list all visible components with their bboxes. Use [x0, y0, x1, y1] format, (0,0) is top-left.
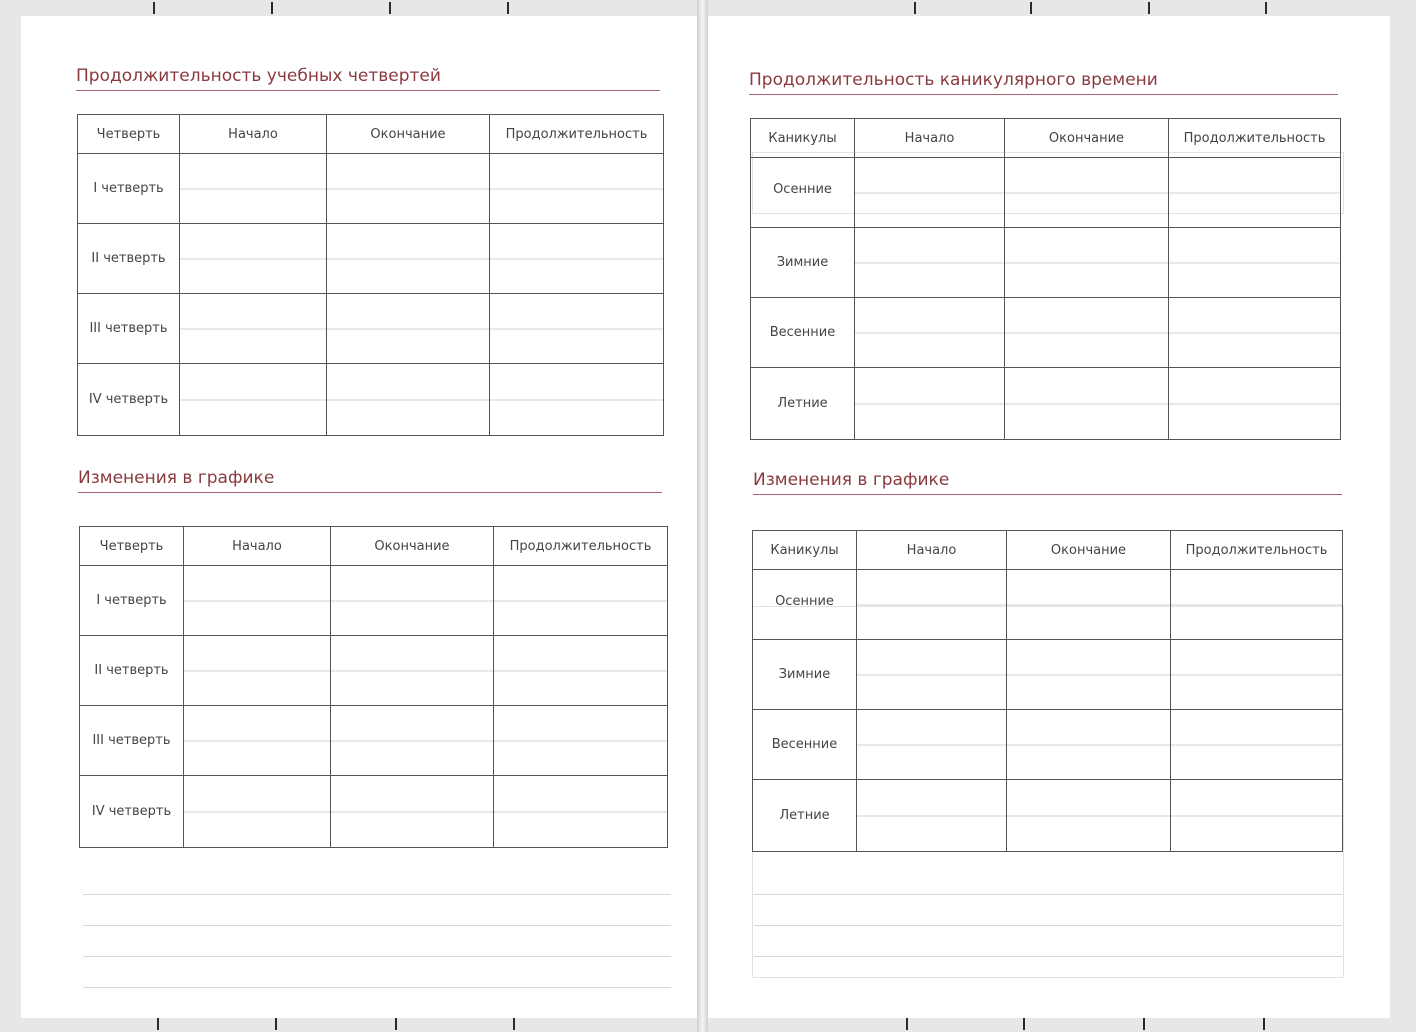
duration-cell[interactable]	[494, 636, 668, 706]
table-header-row	[753, 531, 1343, 570]
start-cell[interactable]	[855, 228, 1005, 298]
duration-cell[interactable]	[1169, 228, 1341, 298]
holidays-table	[750, 118, 1341, 440]
start-cell[interactable]	[857, 640, 1007, 710]
table-header-row	[751, 119, 1341, 158]
duration-cell[interactable]	[494, 566, 668, 636]
quarters-table	[77, 114, 664, 436]
quarters-section-title: Продолжительность учебных четвертей	[76, 66, 660, 91]
row-label: Зимние	[751, 228, 855, 298]
table-row	[78, 294, 664, 364]
end-cell[interactable]	[1005, 368, 1169, 440]
header-end: Окончание	[1005, 119, 1169, 158]
left-changes-table	[79, 526, 668, 848]
binding-tick	[389, 2, 391, 14]
table-row	[78, 154, 664, 224]
table-row	[80, 706, 668, 776]
duration-cell[interactable]	[494, 776, 668, 848]
note-line[interactable]	[83, 926, 671, 957]
end-cell[interactable]	[1005, 158, 1169, 228]
binding-tick	[507, 2, 509, 14]
start-cell[interactable]	[184, 566, 331, 636]
table-header-row	[78, 115, 664, 154]
note-line[interactable]	[83, 895, 671, 926]
end-cell[interactable]	[327, 224, 490, 294]
row-label: Осенние	[753, 570, 857, 640]
binding-tick	[1030, 2, 1032, 14]
table-row	[753, 710, 1343, 780]
header-quarter: Четверть	[78, 115, 180, 154]
note-line[interactable]	[83, 864, 671, 895]
binding-tick	[1143, 1018, 1145, 1030]
binding-tick	[1265, 2, 1267, 14]
start-cell[interactable]	[857, 710, 1007, 780]
header-duration: Продолжительность	[490, 115, 664, 154]
duration-cell[interactable]	[490, 364, 664, 436]
binding-tick	[395, 1018, 397, 1030]
page-gutter	[697, 0, 708, 1032]
end-cell[interactable]	[331, 636, 494, 706]
row-label: II четверть	[78, 224, 180, 294]
end-cell[interactable]	[327, 294, 490, 364]
binding-tick	[914, 2, 916, 14]
left-page	[21, 16, 697, 1018]
binding-tick	[157, 1018, 159, 1030]
start-cell[interactable]	[857, 570, 1007, 640]
end-cell[interactable]	[1005, 228, 1169, 298]
binding-tick	[1023, 1018, 1025, 1030]
table-row	[751, 368, 1341, 440]
row-label: I четверть	[80, 566, 184, 636]
note-line[interactable]	[754, 926, 1342, 957]
start-cell[interactable]	[855, 368, 1005, 440]
table-row	[78, 224, 664, 294]
duration-cell[interactable]	[1169, 158, 1341, 228]
row-label: Летние	[751, 368, 855, 440]
binding-tick	[153, 2, 155, 14]
row-label: II четверть	[80, 636, 184, 706]
duration-cell[interactable]	[1171, 710, 1343, 780]
row-label: IV четверть	[80, 776, 184, 848]
header-duration: Продолжительность	[1171, 531, 1343, 570]
start-cell[interactable]	[857, 780, 1007, 852]
table-row	[751, 298, 1341, 368]
header-holidays: Каникулы	[751, 119, 855, 158]
start-cell[interactable]	[180, 364, 327, 436]
start-cell[interactable]	[180, 224, 327, 294]
table-row	[753, 640, 1343, 710]
end-cell[interactable]	[1007, 640, 1171, 710]
end-cell[interactable]	[327, 364, 490, 436]
table-row	[753, 570, 1343, 640]
table-row	[753, 780, 1343, 852]
duration-cell[interactable]	[1171, 570, 1343, 640]
row-label: Летние	[753, 780, 857, 852]
right-changes-section-title: Изменения в графике	[753, 470, 1342, 495]
duration-cell[interactable]	[1171, 640, 1343, 710]
row-label: Весенние	[753, 710, 857, 780]
right-page	[708, 16, 1390, 1018]
note-line[interactable]	[83, 957, 671, 988]
end-cell[interactable]	[327, 154, 490, 224]
header-duration: Продолжительность	[494, 527, 668, 566]
binding-tick	[513, 1018, 515, 1030]
right-changes-table	[752, 530, 1343, 852]
end-cell[interactable]	[1007, 570, 1171, 640]
end-cell[interactable]	[331, 566, 494, 636]
row-label: Весенние	[751, 298, 855, 368]
row-label: III четверть	[80, 706, 184, 776]
header-start: Начало	[855, 119, 1005, 158]
header-end: Окончание	[331, 527, 494, 566]
duration-cell[interactable]	[490, 294, 664, 364]
notes-lines[interactable]	[754, 864, 1342, 957]
row-label: Зимние	[753, 640, 857, 710]
duration-cell[interactable]	[1169, 368, 1341, 440]
start-cell[interactable]	[184, 636, 331, 706]
row-label: III четверть	[78, 294, 180, 364]
header-holidays: Каникулы	[753, 531, 857, 570]
row-label: I четверть	[78, 154, 180, 224]
start-cell[interactable]	[180, 294, 327, 364]
header-start: Начало	[180, 115, 327, 154]
duration-cell[interactable]	[494, 706, 668, 776]
table-row	[80, 566, 668, 636]
start-cell[interactable]	[180, 154, 327, 224]
end-cell[interactable]	[1007, 710, 1171, 780]
table-row	[80, 776, 668, 848]
header-start: Начало	[857, 531, 1007, 570]
header-end: Окончание	[1007, 531, 1171, 570]
duration-cell[interactable]	[1171, 780, 1343, 852]
header-start: Начало	[184, 527, 331, 566]
notes-lines[interactable]	[83, 864, 671, 988]
binding-tick	[271, 2, 273, 14]
table-row	[751, 158, 1341, 228]
row-label: IV четверть	[78, 364, 180, 436]
note-line[interactable]	[754, 864, 1342, 895]
binding-tick	[906, 1018, 908, 1030]
row-label: Осенние	[751, 158, 855, 228]
header-end: Окончание	[327, 115, 490, 154]
end-cell[interactable]	[331, 776, 494, 848]
end-cell[interactable]	[331, 706, 494, 776]
end-cell[interactable]	[1007, 780, 1171, 852]
note-line[interactable]	[754, 895, 1342, 926]
binding-tick	[1263, 1018, 1265, 1030]
left-changes-section-title: Изменения в графике	[78, 468, 662, 493]
table-header-row	[80, 527, 668, 566]
binding-tick	[1148, 2, 1150, 14]
start-cell[interactable]	[855, 298, 1005, 368]
duration-cell[interactable]	[490, 224, 664, 294]
table-row	[78, 364, 664, 436]
start-cell[interactable]	[855, 158, 1005, 228]
start-cell[interactable]	[184, 776, 331, 848]
end-cell[interactable]	[1005, 298, 1169, 368]
table-row	[751, 228, 1341, 298]
start-cell[interactable]	[184, 706, 331, 776]
header-duration: Продолжительность	[1169, 119, 1341, 158]
duration-cell[interactable]	[1169, 298, 1341, 368]
binding-tick	[275, 1018, 277, 1030]
table-row	[80, 636, 668, 706]
duration-cell[interactable]	[490, 154, 664, 224]
header-quarter: Четверть	[80, 527, 184, 566]
holidays-section-title: Продолжительность каникулярного времени	[749, 70, 1338, 95]
